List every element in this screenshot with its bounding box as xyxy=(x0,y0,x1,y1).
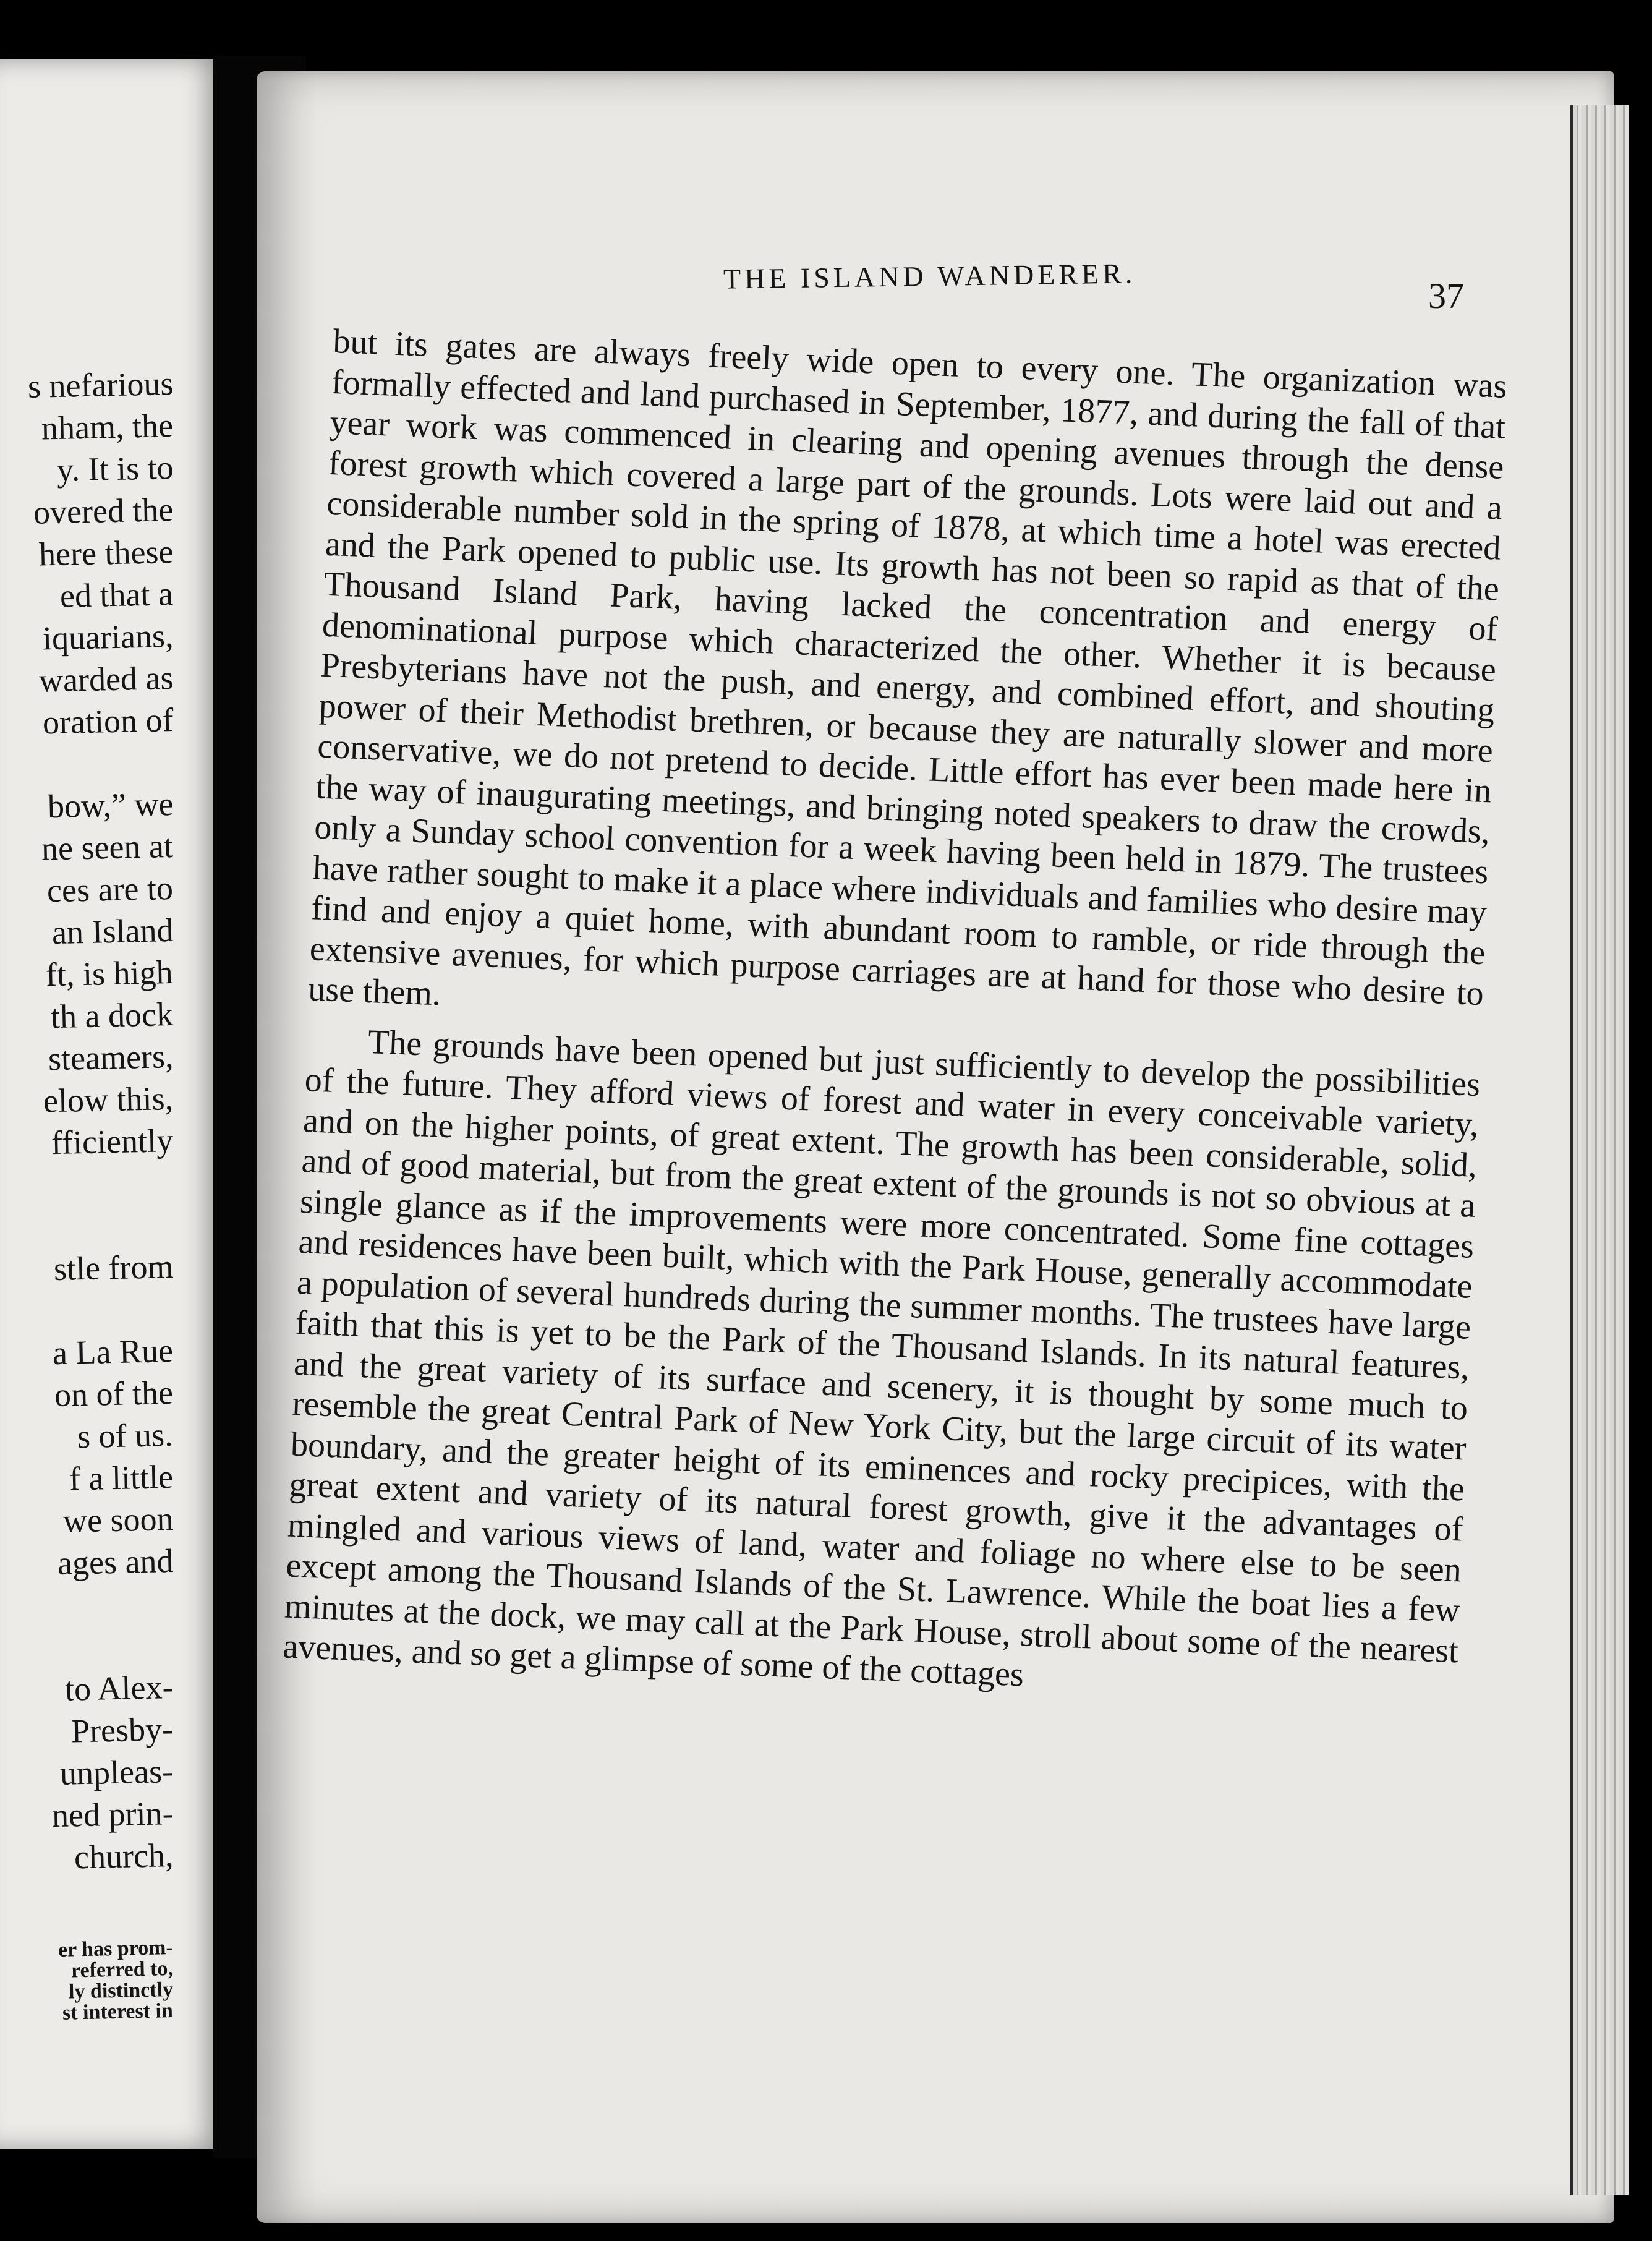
left-page-line: fficiently xyxy=(51,1122,174,1162)
left-page-line: elow this, xyxy=(43,1080,174,1120)
page-edges xyxy=(1570,105,1629,2195)
left-page-line: warded as xyxy=(38,659,174,699)
left-page-line: oration of xyxy=(41,701,174,741)
left-footnote-line: referred to, xyxy=(70,1957,174,1983)
left-page-line: a La Rue xyxy=(52,1332,174,1372)
left-page-line: ne seen at xyxy=(41,827,174,868)
paragraph-2: The grounds have been opened but just sufficiently to develop the possibilities of the future. They afford views of forest and water in every conceivable variety, and on the higher points, of great extent. The growth has been considerable, solid, and of good material, but from the great extent of the grounds is not so obvious at a single glance as if the improvements were more concentrated. Some fine cottages and residences have been built, which with the Park House, generally accommodate a population of several hundreds during the summer months. The trustees have large faith that this is yet to be the Park of the Thousand Islands. In its natural features, and the great variety of its surface and scenery, it is thought by some much to resemble the great Central Park of New York City, but the large circuit of its water boundary, and the greater height of its eminences and rocky precipices, with the great extent and variety of its natural forest growth, give it the advantages of mingled and various views of land, water and foliage no where else to be seen except among the Thousand Islands of the St. Lawrence. While the boat lies a few minutes at the dock, we may call at the Park House, stroll about some of the nearest avenues, and so get a glimpse of some of the cottages xyxy=(282,1022,1481,1694)
left-page-line: s of us. xyxy=(77,1416,174,1456)
running-header: THE ISLAND WANDERER. xyxy=(723,257,1136,295)
left-page-line: to Alex- xyxy=(64,1668,174,1708)
left-page-line: here these xyxy=(38,533,174,573)
left-page-line: stle from xyxy=(53,1248,174,1288)
left-page-line: ned prin- xyxy=(51,1795,174,1835)
left-page-line: ages and xyxy=(56,1542,174,1582)
left-page-line: church, xyxy=(73,1837,174,1876)
left-page-line: f a little xyxy=(69,1458,174,1498)
left-footnote-line: er has prom- xyxy=(57,1936,174,1961)
left-page-line: s nefarious xyxy=(27,365,174,405)
left-page-line: steamers, xyxy=(47,1038,174,1078)
left-page-line: we soon xyxy=(62,1500,174,1540)
left-page-line: ces are to xyxy=(46,869,174,910)
page-number: 37 xyxy=(1428,276,1464,316)
body-text xyxy=(282,322,1507,1712)
left-page-line: bow,” we xyxy=(46,785,174,826)
left-page-line: an Island xyxy=(51,911,174,952)
left-page-line: ed that a xyxy=(59,575,174,615)
left-page-line: on of the xyxy=(54,1374,174,1414)
left-page-line: nham, the xyxy=(41,407,174,447)
left-footnote-line: ly distinctly xyxy=(68,1978,174,2004)
left-page-line: Presby- xyxy=(70,1710,174,1750)
left-footnote-line: st interest in xyxy=(62,1999,174,2025)
left-page-line: overed the xyxy=(33,491,174,531)
paragraph-1: but its gates are always freely wide open to every one. The organization was formally effected and land purchased in September, 1877, and during the fall of that year work was commenced in clearing and opening avenues through the dense forest growth which covered a large part of the grounds. Lots were laid out and a considerable number sold in the spring of 1878, at which time a hotel was erected and the Park opened to public use. Its growth has not been so rapid as that of the Thousand Island Park, having lacked the concentration and energy of denominational purpose which characterized the other. Whether it is because Presbyterians have not the push, and energy, and combined effort, and shouting power of their Methodist brethren, or because they are naturally slower and more conservative, we do not pretend to decide. Little effort has ever been made here in the way of inaugurating meetings, and bringing noted speakers to draw the crowds, only a Sunday school convention for a week having been held in 1879. The trustees have rather sought to make it a place where individuals and families who desire may find and enjoy a quiet home, with abundant room to ramble, or ride through the extensive avenues, for which purpose carriages are at hand for those who desire to use them. xyxy=(307,322,1508,1014)
left-page-line: ft, is high xyxy=(45,954,174,994)
left-page-line: y. It is to xyxy=(56,449,174,489)
left-page-line: iquarians, xyxy=(41,617,174,657)
left-page-fragment xyxy=(0,59,226,2149)
left-page-line: unpleas- xyxy=(59,1752,174,1792)
left-page-line: th a dock xyxy=(50,996,174,1036)
